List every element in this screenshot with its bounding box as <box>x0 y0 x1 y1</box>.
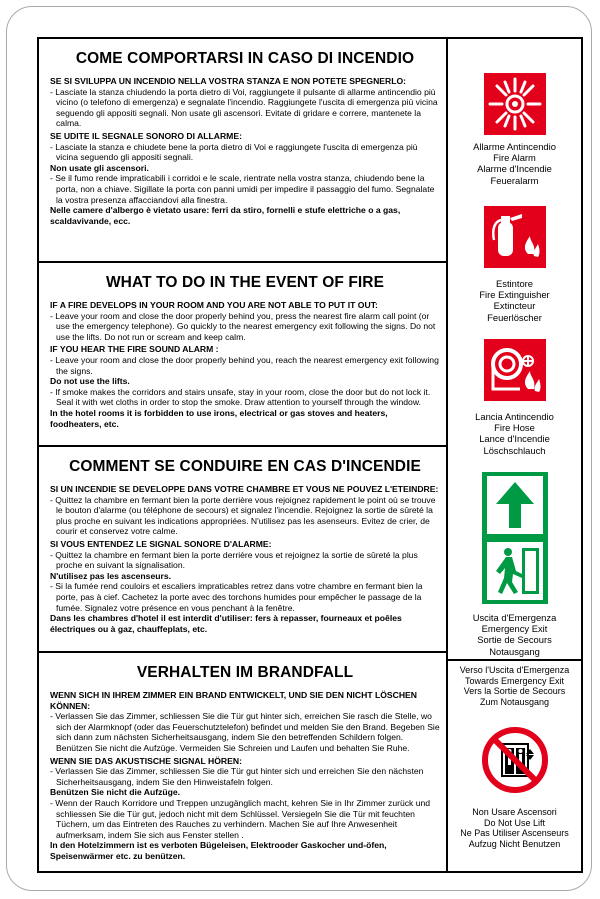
instruction-item: - Quittez la chambre en fermant bien la porte derrière vous rejoignez rapidement le point où se trouve le bouton d'alarme (ou téléphone de secours) et signalez l'incendie. Rejoignez la sortie de sûreté la plus proche en suivant les indications appropriées. N'utilisez pas les asenseurs. Evitez de crier, de courir et conservez votre calme. <box>50 494 436 537</box>
caption-line: Verso l'Uscita d'Emergenza <box>459 665 570 675</box>
no-lift-icon <box>482 727 548 793</box>
instruction-item: - Lasciate la stanza e chiudete bene la porta dietro di Voi e raggiungete l'uscita di emergenza più vicina seguendo gli appositi segnali. <box>50 141 418 163</box>
caption-line: Löschschlauch <box>483 444 546 456</box>
no-lift-caption <box>448 807 581 849</box>
caption-line: Zum Notausgang <box>479 696 550 707</box>
fire-hose-sign <box>448 339 581 456</box>
section-title: WHAT TO DO IN THE EVENT OF FIRE <box>105 274 385 291</box>
no-lift-sign <box>448 727 581 849</box>
fire-alarm-icon <box>484 73 546 135</box>
section-title: COME COMPORTARSI IN CASO DI INCENDIO <box>75 50 415 67</box>
caption-line: Sortie de Secours <box>477 634 552 646</box>
caption-line: Extincteur <box>493 300 536 312</box>
caption-line: Notausgang <box>489 645 540 657</box>
instruction-item: - Se il fumo rende impraticabili i corridoi e le scale, rientrate nella vostra stanza, chiudendo bene la porta, non a chiave. Sigillate la porta con panni umidi per impedire il passaggio del fumo. Segnalate la vostra presenza affacciandovi alla finestra. <box>50 173 435 205</box>
fire-extinguisher-caption <box>448 278 581 323</box>
caption-line: Lance d'Incendie <box>479 433 550 445</box>
lead-heading: SE SI SVILUPPA UN INCENDIO NELLA VOSTRA STANZA E NON POTETE SPEGNERLO: <box>50 76 407 86</box>
caption-line: Towards Emergency Exit <box>464 675 565 686</box>
section-body <box>50 484 440 634</box>
lead-heading: WENN SIE DAS AKUSTISCHE SIGNAL HÖREN: <box>50 755 242 766</box>
warning-text: N'utilisez pas les ascenseurs. <box>50 570 171 581</box>
caption-line: Feueralarm <box>490 174 539 186</box>
sign-frame <box>37 37 583 873</box>
instruction-item: - Verlassen Sie das Zimmer, schliessen Sie die Tür gut hinter sich, erreichen Sie rasch die Stelle, wo sich der Alarmknopf (oder das Feuerschutztelefon) befindet und melden Sie den Brand. Begeben Sie sich dann zum nächsten Sicherheitsausgang, indem Sie den betreffenden Schildern folgen. Benützen Sie nicht die Aufzüge. Vermeiden Sie Schreien und Laufen und behalten Sie Ruhe. <box>50 711 440 753</box>
fire-hose-icon <box>484 339 546 401</box>
lead-heading: SE UDITE IL SEGNALE SONORO DI ALLARME: <box>50 130 242 141</box>
caption-line: Non Usare Ascensori <box>472 807 557 817</box>
emergency-exit-caption <box>448 612 581 657</box>
prohibition-text: In the hotel rooms it is forbidden to use irons, electrical or gas stoves and heaters, foodheaters, etc. <box>50 407 388 429</box>
sign-board <box>6 6 592 891</box>
section-body <box>50 300 440 429</box>
caption-line: Fire Extinguisher <box>479 289 550 301</box>
caption-line: Ne Pas Utiliser Ascenseurs <box>460 828 569 838</box>
instruction-item: - Leave your room and close the door properly behind you, press the nearest fire alarm call point (or use the emergency telephone). Go quickly to the nearest emergency exit following the signs. Do not use the lifts. Do not run or scream and keep calm. <box>50 310 436 342</box>
caption-line: Lancia Antincendio <box>475 411 554 422</box>
warning-text: Do not use the lifts. <box>50 376 130 387</box>
section-german <box>39 651 446 871</box>
fire-alarm-sign <box>448 73 581 186</box>
instruction-item: - Quittez la chambre en fermant bien la porte derrière vous et rejoignez la sortie de sûreté la plus proche en suivant la signalisation. <box>50 549 418 571</box>
section-title: COMMENT SE CONDUIRE EN CAS D'INCENDIE <box>69 458 421 475</box>
caption-line: Vers la Sortie de Secours <box>463 686 566 696</box>
lead-heading: IF A FIRE DEVELOPS IN YOUR ROOM AND YOU ARE NOT ABLE TO PUT IT OUT: <box>50 300 378 310</box>
prohibition-text: Nelle camere d'albergo è vietato usare: ferri da stiro, fornelli e stufe elettriche o a gas, scaldavivande, ecc. <box>50 205 401 226</box>
symbols-column <box>448 39 581 871</box>
warning-text: Benützen Sie nicht die Aufzüge. <box>50 787 181 798</box>
warning-text: Non usate gli ascensori. <box>50 162 149 173</box>
section-body <box>50 690 440 862</box>
caption-line: Do Not Use Lift <box>483 817 546 828</box>
instruction-item: - Leave your room and close the door properly behind you, reach the nearest emergency exit following the signs. <box>50 354 439 376</box>
caption-line: Estintore <box>496 278 533 289</box>
instruction-item: - If smoke makes the corridors and stairs unsafe, stay in your room, close the door but do not lock it. Seal it with wet cloths in order to stop the smoke. Draw attention to yourself through the window. <box>50 386 431 408</box>
caption-line: Allarme Antincendio <box>473 141 556 152</box>
section-body <box>50 76 440 226</box>
fire-hose-caption <box>448 411 581 456</box>
section-italian <box>39 39 446 261</box>
lead-heading: IF YOU HEAR THE FIRE SOUND ALARM : <box>50 344 219 355</box>
prohibition-text: Dans les chambres d'hotel il est interdit d'utiliser: fers à repasser, fourneaux et poêles électriques ou à gaz, chauffeplats, etc. <box>50 613 402 634</box>
section-french <box>39 445 446 651</box>
emergency-exit-icon <box>482 472 548 604</box>
prohibition-text: In den Hotelzimmern ist es verboten Bügeleisen, Elektrooder Gaskocher und-öfen, Speisenwärmer etc. zu benützen. <box>50 840 387 861</box>
lead-heading: SI VOUS ENTENDEZ LE SIGNAL SONORE D'ALARME: <box>50 538 272 549</box>
instructions-column <box>39 39 448 871</box>
fire-extinguisher-sign <box>448 206 581 323</box>
instruction-item: - Wenn der Rauch Korridore und Treppen unzugänglich macht, kehren Sie in Ihr Zimmer zurück und schliessen Sie die Tür gut, jedoch nicht mit dem Schlüssel. Versiegeln Sie die Tür mit feuchten Tüchern, um das Eintreten des Rauches zu verhindern. Machen Sie auf Ihre Anwesenheit aufmerksam, indem Sie sich aus Fenster stellen . <box>50 797 431 840</box>
caption-line: Aufzug Nicht Benutzen <box>468 838 561 849</box>
fire-alarm-caption <box>448 141 581 186</box>
section-title: VERHALTEN IM BRANDFALL <box>136 664 354 681</box>
caption-line: Emergency Exit <box>481 623 548 635</box>
instruction-item: - Si la fumée rend couloirs et escaliers impraticables retrez dans votre chambre en fermant bien la porte, pas à cief. Cachetez la porte avec des torchons humides pour empêcher le passage de la fumée. Signalez votre présence en vous penchant à la fenêtre. <box>50 581 423 613</box>
caption-line: Fire Alarm <box>493 152 536 164</box>
caption-line: Fire Hose <box>494 422 535 434</box>
lead-heading: WENN SICH IN IHREM ZIMMER EIN BRAND ENTWICKELT, UND SIE DEN NICHT LÖSCHEN KÖNNEN: <box>50 690 417 711</box>
instruction-item: - Lasciate la stanza chiudendo la porta dietro di Voi, raggiungete il pulsante di allarme antincendio più vicino (o telefono di emergenza) e segnalate l'incendio. Raggiungete l'uscita di emergenza più vicina seguendo gli appositi segnali. Non usate gli ascensori. Evitate di gridare e correre, mantenete la calma. <box>50 86 438 129</box>
caption-divider <box>448 659 581 661</box>
exit-direction-caption <box>448 665 581 707</box>
section-english <box>39 261 446 445</box>
fire-extinguisher-icon <box>484 206 546 268</box>
emergency-exit-sign <box>448 472 581 657</box>
caption-line: Feuerlöscher <box>487 311 542 323</box>
lead-heading: SI UN INCENDIE SE DEVELOPPE DANS VOTRE CHAMBRE ET VOUS NE POUVEZ L'ETEINDRE: <box>50 484 439 494</box>
caption-line: Uscita d'Emergenza <box>472 612 557 623</box>
caption-line: Alarme d'Incendie <box>477 163 552 175</box>
instruction-item: - Verlassen Sie das Zimmer, schliessen Sie die Tür gut hinter sich und erreichen Sie den nächsten Sicherheitsausgang, indem Sie den Hinweistafeln folgen. <box>50 766 424 787</box>
